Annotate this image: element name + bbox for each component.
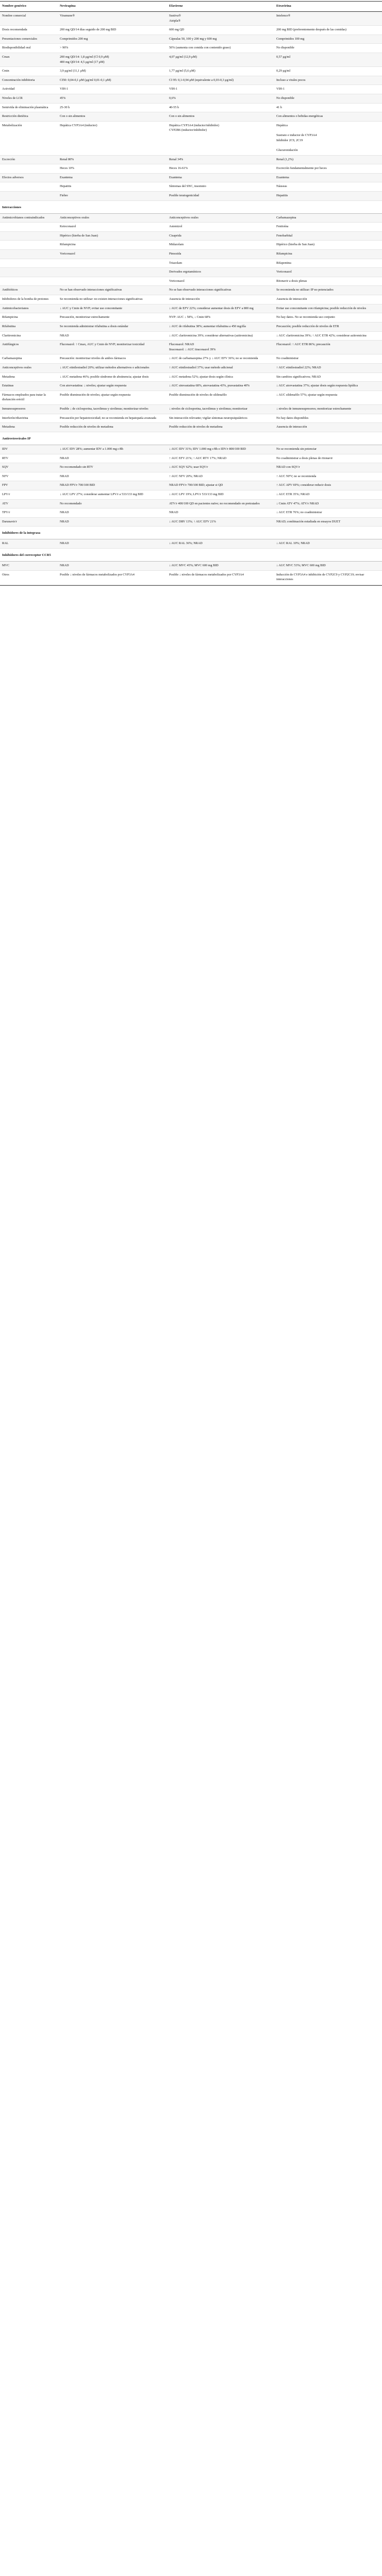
row-label: Antifúngicos	[0, 341, 58, 354]
row-label: Rifampicina	[0, 313, 58, 323]
table-cell: NRAD; combinación estudiada en ensayos DUET	[274, 517, 382, 527]
column-header: Nevirapina	[58, 2, 167, 12]
row-label: Inmunosupresores	[0, 405, 58, 414]
row-label: Niveles de LCR	[0, 94, 58, 104]
row-label: RTV	[0, 454, 58, 463]
table-cell: 4,07 μg/ml (12,9 μM)	[167, 53, 274, 66]
table-cell: No disponible	[274, 94, 382, 104]
table-cell: Sin cambios significativos; NRAD	[274, 372, 382, 382]
table-cell: Se recomienda administrar rifabutina a dosis estándar	[58, 322, 167, 331]
table-row	[0, 472, 382, 481]
section-header-row	[0, 527, 382, 539]
table-cell: Ausencia de interacción	[274, 423, 382, 432]
table-cell: Fiebre	[58, 191, 167, 200]
table-cell: ↑ AUC etinilestradiol 37%; usar método adicional	[167, 363, 274, 372]
table-cell: ↓ AUC RAL 36%; NRAD	[167, 539, 274, 549]
table-row	[0, 241, 382, 250]
row-label: Estatinas	[0, 382, 58, 391]
table-cell: Hepática CYP3A4 (inductor/inhibidor) CYP2B6 (inductor/inhibidor)	[167, 121, 274, 155]
column-header: Efavirenz	[167, 2, 274, 12]
table-row	[0, 322, 382, 331]
table-cell: Derivados ergotamínicos	[167, 268, 274, 277]
row-label: LPV/r	[0, 490, 58, 499]
table-cell: ↓ AUC MVC 53%; MVC 600 mg BID	[274, 562, 382, 571]
table-cell: VIH-1	[167, 85, 274, 94]
table-cell: Posible ↓ de ciclosporina, tacrolimus y sirolimus; monitorizar niveles	[58, 405, 167, 414]
table-row	[0, 570, 382, 584]
table-cell: Fluconazol: NRAD Itraconazol: ↓ AUC itraconazol 39%	[167, 341, 274, 354]
table-cell: 600 mg QD	[167, 26, 274, 35]
table-cell: Con atorvastatina: ↓ niveles; ajustar según respuesta	[58, 382, 167, 391]
row-label: Carbamazepina	[0, 354, 58, 364]
table-cell: No recomendado	[58, 499, 167, 509]
row-label: Otros	[0, 570, 58, 584]
table-cell	[58, 268, 167, 277]
table-cell: NRAD	[58, 331, 167, 341]
section-header-row	[0, 432, 382, 445]
table-cell: 200 mg QD/14 días seguido de 200 mg BID	[58, 26, 167, 35]
table-row	[0, 372, 382, 382]
table-cell: Ausencia de interacción	[274, 295, 382, 304]
table-row	[0, 121, 382, 155]
table-cell: Posible reducción de niveles de metadona	[167, 423, 274, 432]
table-cell: Heces 10%	[58, 164, 167, 174]
row-label: IDV	[0, 445, 58, 454]
table-row	[0, 67, 382, 76]
table-row	[0, 11, 382, 25]
table-cell: Hepática CYP3A4 (inductor)	[58, 121, 167, 155]
row-label: Interferón/ribavirina	[0, 414, 58, 423]
table-body	[0, 11, 382, 585]
divider	[0, 584, 382, 585]
table-cell: Posible reducción de niveles de metadona	[58, 423, 167, 432]
table-row	[0, 76, 382, 85]
table-row	[0, 539, 382, 549]
table-cell: Astemizol	[167, 223, 274, 232]
table-row	[0, 44, 382, 53]
section-title: Antirretrovirales IP	[0, 432, 382, 445]
table-cell: Fluconazol: ↑ Cmax, AUC y Cmin de NVP; monitorizar toxicidad	[58, 341, 167, 354]
row-label: FPV	[0, 481, 58, 490]
table-cell: 0,6%	[167, 94, 274, 104]
table-cell: Ausencia de interacción	[167, 295, 274, 304]
table-row	[0, 231, 382, 241]
table-cell: ↓ AUC de carbamazepina 27% y ↓ AUC EFV 36%; no se recomienda	[167, 354, 274, 364]
table-cell	[58, 277, 167, 286]
table-cell: Intelence®	[274, 11, 382, 25]
table-row	[0, 509, 382, 518]
section-header-row	[0, 549, 382, 562]
table-cell: 41 h	[274, 103, 382, 112]
table-cell: 45%	[58, 94, 167, 104]
table-row	[0, 405, 382, 414]
table-row	[0, 182, 382, 192]
table-cell: 200 mg QD/14: 1,8 μg/ml (Cl 0,9 μM) 400 mg QD/14: 4,5 μg/ml (17 μM)	[58, 53, 167, 66]
table-cell: Excreción fundamentalmente por heces	[274, 164, 382, 174]
table-cell: Anticonceptivos orales	[167, 213, 274, 223]
table-cell: Fenitoína	[274, 223, 382, 232]
table-cell: Voriconazol	[274, 268, 382, 277]
table-cell: Síntomas del SNC, insomnio	[167, 182, 274, 192]
table-row	[0, 112, 382, 122]
table-cell: Inducción de CYP3A4 e inhibición de CYP2C9 y CYP2C19; revisar interacciones	[274, 570, 382, 584]
table-cell: ↑ AUC etinilestradiol 22%; NRAD	[274, 363, 382, 372]
table-cell: ↓ AUC y Cmin de NVP; evitar uso concomitante	[58, 304, 167, 313]
table-cell: Con o sin alimentos	[58, 112, 167, 122]
table-cell: Pimozida	[167, 250, 274, 259]
row-label	[0, 223, 58, 232]
table-cell: Hipérico (hierba de San Juan)	[274, 241, 382, 250]
table-cell: Renal 80%	[58, 155, 167, 164]
row-label: Metabolización	[0, 121, 58, 155]
table-cell: VIH-1	[274, 85, 382, 94]
table-row	[0, 35, 382, 44]
table-row	[0, 85, 382, 94]
row-label	[0, 191, 58, 200]
table-header-row	[0, 2, 382, 12]
row-label: Nombre comercial	[0, 11, 58, 25]
section-title: Interacciones	[0, 200, 382, 213]
table-cell: No recomendado sin RTV	[58, 463, 167, 472]
row-label	[0, 231, 58, 241]
table-cell: VIH-1	[58, 85, 167, 94]
table-row	[0, 295, 382, 304]
table-cell: ↓ AUC de EFV 22%; considerar aumentar dosis de EFV a 800 mg	[167, 304, 274, 313]
table-cell: No se recomienda sin potenciar	[274, 445, 382, 454]
table-cell: NRAD	[58, 509, 167, 518]
table-cell: ↓ AUC RAL 10%; NRAD	[274, 539, 382, 549]
row-label: Presentaciones comerciales	[0, 35, 58, 44]
table-cell: NRAD	[58, 472, 167, 481]
table-row	[0, 313, 382, 323]
row-label: Dosis recomendada	[0, 26, 58, 35]
table-row	[0, 391, 382, 404]
table-row	[0, 164, 382, 174]
row-label	[0, 268, 58, 277]
table-cell: Carbamazepina	[274, 213, 382, 223]
table-cell: NRAD FPV/r 700/100 BID; ajustar si QD	[167, 481, 274, 490]
table-cell: 3,9 μg/ml (11,1 μM)	[58, 67, 167, 76]
table-cell: Comprimidos 100 mg	[274, 35, 382, 44]
row-label: Biodisponibilidad oral	[0, 44, 58, 53]
table-cell: ↓ niveles de ciclosporina, tacrolimus y sirolimus; monitorizar	[167, 405, 274, 414]
table-cell: Midazolam	[167, 241, 274, 250]
table-cell: Fenobarbital	[274, 231, 382, 241]
table-cell: Triazolam	[167, 259, 274, 268]
table-cell: Precaución; posible reducción de niveles de ETR	[274, 322, 382, 331]
table-cell: Sin interacción relevante; vigilar síntomas neuropsiquiátricos	[167, 414, 274, 423]
table-cell: Rifampicina	[58, 241, 167, 250]
table-end-rule	[0, 584, 382, 585]
table-cell: Exantema	[167, 173, 274, 182]
row-label: Darunavir/r	[0, 517, 58, 527]
table-cell	[58, 259, 167, 268]
table-cell: Se recomienda no utilizar: IP no potenciados	[274, 286, 382, 295]
row-label: Antibióticos	[0, 286, 58, 295]
table-row	[0, 499, 382, 509]
table-cell: ↓ AUC DRV 13%; ↑ AUC EFV 21%	[167, 517, 274, 527]
section-title: Inhibidores del correceptor CCR5	[0, 549, 382, 562]
table-row	[0, 382, 382, 391]
table-row	[0, 213, 382, 223]
table-cell: 0,57 μg/ml	[274, 53, 382, 66]
row-label: Metadona	[0, 372, 58, 382]
table-row	[0, 53, 382, 66]
table-cell: ↓ AUC de rifabutina 38%; aumentar rifabutina a 450 mg/día	[167, 322, 274, 331]
table-row	[0, 445, 382, 454]
table-cell: ↑ AUC NFV 20%; NRAD	[167, 472, 274, 481]
row-label: Restricción dietética	[0, 112, 58, 122]
table-cell: ↓ AUC metadona 46%; posible síndrome de abstinencia; ajustar dosis	[58, 372, 167, 382]
section-header-row	[0, 200, 382, 213]
table-cell: No disponible	[274, 44, 382, 53]
table-cell: Posible disminución de niveles; ajustar según respuesta	[58, 391, 167, 404]
column-header: Nombre genérico	[0, 2, 58, 12]
table-row	[0, 363, 382, 372]
table-cell: Náuseas	[274, 182, 382, 192]
row-label: ATV	[0, 499, 58, 509]
table-cell: Con alimentos o bebidas energéticas	[274, 112, 382, 122]
table-cell: 40-55 h	[167, 103, 274, 112]
table-cell: Voriconazol	[58, 250, 167, 259]
table-row	[0, 155, 382, 164]
table-cell: Posible teratogenicidad	[167, 191, 274, 200]
table-cell: Anticonceptivos orales	[58, 213, 167, 223]
table-cell: ↓ AUC atorvastatina 37%; ajustar dosis según respuesta lipídica	[274, 382, 382, 391]
table-cell: No se han observado interacciones significativas	[167, 286, 274, 295]
table-cell: ↓ AUC ETR 35%; NRAD	[274, 490, 382, 499]
table-cell: Se recomienda no utilizar: no existen interacciones significativas	[58, 295, 167, 304]
table-row	[0, 94, 382, 104]
row-label: TPV/r	[0, 509, 58, 518]
table-cell: ↑ AUC EFV 21%; ↑ AUC RTV 17%; NRAD	[167, 454, 274, 463]
table-row	[0, 223, 382, 232]
table-row	[0, 103, 382, 112]
table-cell: Hepatitis	[58, 182, 167, 192]
table-cell: No hay datos. No se recomienda uso conjunto	[274, 313, 382, 323]
row-label	[0, 250, 58, 259]
table-cell: ↓ AUC metadona 52%; ajustar dosis según clínica	[167, 372, 274, 382]
table-row	[0, 277, 382, 286]
table-row	[0, 304, 382, 313]
table-row	[0, 562, 382, 571]
document-page	[0, 0, 382, 586]
table-cell: Sustiva® Atripla®	[167, 11, 274, 25]
table-cell: 50% (aumenta con comida con contenido graso)	[167, 44, 274, 53]
table-cell: ↓ AUC claritromicina 39%; ↑ AUC ETR 42%; considerar azitromicina	[274, 331, 382, 341]
table-row	[0, 286, 382, 295]
table-cell: ↓ niveles de inmunosupresores; monitorizar estrechamente	[274, 405, 382, 414]
table-cell: Hepática Sustrato e inductor de CYP3A4 Inhibidor 2C9, 2C19 Glucuronidación	[274, 121, 382, 155]
table-cell: CI 95: 0,1-0,94 μM (equivalente a 0,03-0,3 μg/ml)	[167, 76, 274, 85]
row-label	[0, 277, 58, 286]
table-cell: ↓ AUC etinilestradiol 20%; utilizar métodos alternativos o adicionales	[58, 363, 167, 372]
table-cell: Incluso a virales pocos	[274, 76, 382, 85]
table-cell: ↓ AUC IDV 31%; IDV 1.000 mg c/8h o IDV/r 800/100 BID	[167, 445, 274, 454]
table-cell: Viramune®	[58, 11, 167, 25]
table-row	[0, 259, 382, 268]
table-cell: Cápsulas 50, 100 y 200 mg y 600 mg	[167, 35, 274, 44]
table-row	[0, 481, 382, 490]
table-cell: NRAD	[58, 562, 167, 571]
row-label: Cmin	[0, 67, 58, 76]
table-cell: Exantema	[58, 173, 167, 182]
table-row	[0, 517, 382, 527]
table-cell: ↓ AUC sildenafilo 57%; ajustar según respuesta	[274, 391, 382, 404]
column-header: Etravirina	[274, 2, 382, 12]
table-cell: NRAD	[58, 454, 167, 463]
table-cell: ↓ AUC simvastatina 68%, atorvastatina 43%, pravastatina 40%	[167, 382, 274, 391]
table-row	[0, 341, 382, 354]
table-cell: No se han observado interacciones significativas	[58, 286, 167, 295]
table-cell: No hay datos disponibles	[274, 414, 382, 423]
table-cell: Hipérico (hierba de San Juan)	[58, 231, 167, 241]
row-label: Antimicrobianos contraindicados	[0, 213, 58, 223]
table-cell: Hepatitis	[274, 191, 382, 200]
table-cell: 25-30 h	[58, 103, 167, 112]
table-cell: Precaución, monitorizar estrechamente	[58, 313, 167, 323]
row-label: Antimicobacterianos	[0, 304, 58, 313]
row-label: Anticonceptivos orales	[0, 363, 58, 372]
row-label	[0, 241, 58, 250]
table-cell: ↓ AUC claritromicina 39%; considerar alternativas (azitromicina)	[167, 331, 274, 341]
table-cell: NRAD	[167, 509, 274, 518]
row-label: Actividad	[0, 85, 58, 94]
table-cell: Precaución por hepatotoxicidad; no se recomienda en hepatopatía avanzada	[58, 414, 167, 423]
table-row	[0, 354, 382, 364]
table-cell: Heces 16-61%	[167, 164, 274, 174]
table-cell: Cisaprida	[167, 231, 274, 241]
table-cell: ↓ AUC SQV 62%; usar SQV/r	[167, 463, 274, 472]
table-row	[0, 191, 382, 200]
table-cell: NVP: AUC ↓ 58%, ↓ Cmin 68%	[167, 313, 274, 323]
row-label	[0, 259, 58, 268]
table-row	[0, 331, 382, 341]
table-cell: ↓ AUC LPV 19%; LPV/r 533/133 mg BID	[167, 490, 274, 499]
table-cell: ↓ AUC ETR 76%; no coadministrar	[274, 509, 382, 518]
table-row	[0, 454, 382, 463]
table-cell: ↓ AUC MVC 45%; MVC 600 mg BID	[167, 562, 274, 571]
table-row	[0, 268, 382, 277]
row-label	[0, 164, 58, 174]
row-label: Efectos adversos	[0, 173, 58, 182]
table-cell: Ritonavir a dosis plenas	[274, 277, 382, 286]
row-label: RAL	[0, 539, 58, 549]
section-title: Inhibidores de la integrasa	[0, 527, 382, 539]
table-cell: Ketoconazol	[58, 223, 167, 232]
table-cell: NRAD	[58, 517, 167, 527]
table-cell: ↓ AUC IDV 28%; aumentar IDV a 1.000 mg c/8h	[58, 445, 167, 454]
table-cell: 200 mg BID (preferentemente después de las comidas)	[274, 26, 382, 35]
table-cell: No coadministrar a dosis plenas de ritonavir	[274, 454, 382, 463]
table-row	[0, 423, 382, 432]
table-cell: Con o sin alimentos	[167, 112, 274, 122]
row-label: SQV	[0, 463, 58, 472]
row-label	[0, 182, 58, 192]
table-cell: ↓ Cmin ATV 47%; ATV/r NRAD	[274, 499, 382, 509]
row-label: Rifabutina	[0, 322, 58, 331]
table-cell: ↓ AUC LPV 27%; considerar aumentar LPV/r a 533/133 mg BID	[58, 490, 167, 499]
table-cell: ↑ AUC NFV; no se recomienda	[274, 472, 382, 481]
table-cell: Evitar uso concomitante con rifampicina; posible reducción de niveles	[274, 304, 382, 313]
table-cell: ↑ AUC APV 69%; considerar reducir dosis	[274, 481, 382, 490]
table-cell: 0,29 μg/ml	[274, 67, 382, 76]
row-label: Inhibidores de la bomba de protones	[0, 295, 58, 304]
row-label: Metadona	[0, 423, 58, 432]
table-cell: ATV/r 400/100 QD en pacientes naïve; no recomendado en pretratados	[167, 499, 274, 509]
row-label: MVC	[0, 562, 58, 571]
table-cell: Comprimidos 200 mg	[58, 35, 167, 44]
row-label: Concentración inhibitoria	[0, 76, 58, 85]
row-label: Cmax	[0, 53, 58, 66]
table-cell: Rifapentina	[274, 259, 382, 268]
table-row	[0, 250, 382, 259]
row-label: NFV	[0, 472, 58, 481]
row-label: Claritromicina	[0, 331, 58, 341]
table-cell: > 90%	[58, 44, 167, 53]
table-cell: Posible disminución de niveles de sildenafilo	[167, 391, 274, 404]
table-cell: Fluconazol: ↑ AUC ETR 86%; precaución	[274, 341, 382, 354]
table-cell: Posible ↓ niveles de fármacos metabolizados por CYP3A4	[58, 570, 167, 584]
row-label: Fármacos empleados para tratar la disfunción eréctil	[0, 391, 58, 404]
table-cell: Precaución: monitorizar niveles de ambos fármacos	[58, 354, 167, 364]
table-cell: CI50: 0,04-0,1 μM (μg/ml 0,01-0,1 μM)	[58, 76, 167, 85]
table-cell: NRAD con SQV/r	[274, 463, 382, 472]
table-row	[0, 26, 382, 35]
table-row	[0, 414, 382, 423]
table-cell: NRAD FPV/r 700/100 BID	[58, 481, 167, 490]
table-row	[0, 463, 382, 472]
table-cell: 1,77 μg/ml (5,6 μM)	[167, 67, 274, 76]
table-cell: Rifampicina	[274, 250, 382, 259]
table-cell: No coadministrar	[274, 354, 382, 364]
table-row	[0, 173, 382, 182]
table-cell: Posible ↓ niveles de fármacos metabolizados por CYP3A4	[167, 570, 274, 584]
table-cell: Renal 34%	[167, 155, 274, 164]
drug-comparison-table	[0, 1, 382, 586]
table-cell: NRAD	[58, 539, 167, 549]
table-cell: Renal (1,2%)	[274, 155, 382, 164]
row-label: Semivida de eliminación plasmática	[0, 103, 58, 112]
table-row	[0, 490, 382, 499]
table-cell: Exantema	[274, 173, 382, 182]
row-label: Excreción	[0, 155, 58, 164]
table-cell: Voriconazol	[167, 277, 274, 286]
